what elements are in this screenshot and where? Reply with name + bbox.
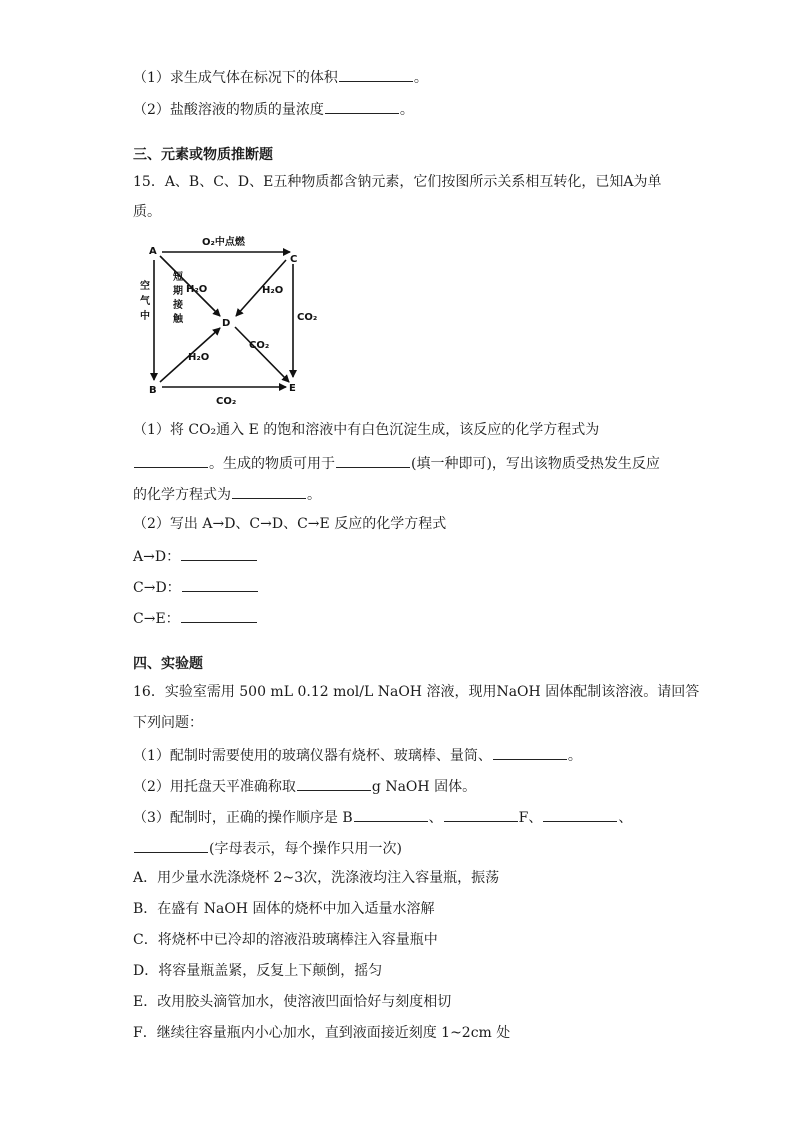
node-a: A (149, 246, 157, 257)
answer-blank[interactable] (325, 98, 399, 114)
answer-blank[interactable] (493, 744, 567, 760)
q15-stem-line2: 质。 (133, 204, 161, 220)
q14-part1-text: （1）求生成气体在标况下的体积 (133, 70, 338, 86)
label-a-d-2: 期 (173, 286, 183, 297)
label-a-b-1: 空 (140, 281, 150, 292)
conversion-diagram (140, 232, 320, 407)
q16-option-d: D．将容量瓶盖紧，反复上下颠倒，摇匀 (133, 963, 383, 979)
label-a-c: O₂中点燃 (202, 237, 245, 248)
q16-stem-line1: 16．实验室需用 500 mL 0.12 mol/L NaOH 溶液，现用NaOH 固体配制该溶液。请回答 (133, 684, 700, 700)
q15-part1-text-b: (填一种即可)，写出该物质受热发生反应 (411, 456, 660, 472)
q16-stem-line2: 下列问题： (133, 715, 203, 731)
answer-blank[interactable] (297, 775, 371, 791)
q15-part2-cd (133, 576, 259, 598)
arrow-d-to-e (235, 327, 289, 382)
label-a-d-1: 短 (173, 272, 183, 283)
q16-part1-text: （1）配制时需要使用的玻璃仪器有烧杯、玻璃棒、量筒、 (133, 748, 492, 764)
answer-blank[interactable] (181, 607, 257, 623)
node-b: B (149, 385, 157, 396)
q16-part3-line2 (133, 837, 402, 859)
label-a-b-2: 气 (140, 296, 150, 307)
separator: 、 (618, 810, 633, 826)
q16-option-e: E．改用胶头滴管加水，使溶液凹面恰好与刻度相切 (133, 994, 452, 1010)
q14-part2-text: （2）盐酸溶液的物质的量浓度 (133, 102, 324, 118)
answer-blank[interactable] (543, 806, 617, 822)
label-b-e: CO₂ (216, 396, 237, 407)
q15-part2-ce (133, 607, 258, 629)
q16-part2 (133, 775, 476, 797)
node-e: E (289, 383, 296, 394)
label-a-b-3: 中 (140, 311, 150, 322)
answer-blank[interactable] (339, 66, 413, 82)
section-4-title: 四、实验题 (133, 656, 203, 672)
q15-part1-text-c: 的化学方程式为 (133, 487, 231, 503)
label-a-d-4: 触 (173, 314, 183, 325)
label-c-e: CO₂ (297, 312, 318, 323)
separator: 、 (428, 810, 443, 826)
answer-blank[interactable] (444, 806, 518, 822)
q15-stem-line1: 15．A、B、C、D、E五种物质都含钠元素，它们按图所示关系相互转化，已知A为单 (133, 174, 662, 190)
label-c-d: H₂O (262, 285, 284, 296)
q14-part1 (133, 66, 428, 88)
q16-option-a: A．用少量水洗涤烧杯 2~3次，洗涤液均注入容量瓶，振荡 (133, 870, 500, 886)
q15-part1-line1: （1）将 CO₂通入 E 的饱和溶液中有白色沉淀生成，该反应的化学方程式为 (133, 422, 600, 438)
q16-option-b: B．在盛有 NaOH 固体的烧杯中加入适量水溶解 (133, 901, 435, 917)
q15-part1-text-d: 。 (307, 487, 321, 503)
q15-part1-line3 (133, 483, 321, 505)
q15-ad-label: A→D： (133, 549, 181, 565)
q15-part2-title: （2）写出 A→D、C→D、C→E 反应的化学方程式 (133, 516, 447, 532)
q15-part1-text-a: 。生成的物质可用于 (209, 456, 335, 472)
q15-part1-line2 (133, 452, 660, 474)
q16-part3-text: （3）配制时，正确的操作顺序是 B (133, 810, 353, 826)
answer-blank[interactable] (354, 806, 428, 822)
q14-part2 (133, 98, 414, 120)
q16-option-c: C．将烧杯中已冷却的溶液沿玻璃棒注入容量瓶中 (133, 932, 438, 948)
q16-option-f: F．继续往容量瓶内小心加水，直到液面接近刻度 1~2cm 处 (133, 1025, 511, 1041)
q16-part2-text: （2）用托盘天平准确称取 (133, 779, 296, 795)
answer-blank[interactable] (336, 452, 410, 468)
q16-part3-line1 (133, 806, 632, 828)
label-a-d-h2o: H₂O (186, 284, 208, 295)
node-c: C (290, 254, 298, 265)
q15-cd-label: C→D： (133, 580, 181, 596)
separator: F、 (518, 810, 543, 826)
label-d-e: CO₂ (249, 340, 270, 351)
q14-part1-end: 。 (413, 70, 428, 86)
q16-part1-end: 。 (567, 748, 582, 764)
answer-blank[interactable] (134, 452, 208, 468)
q14-part2-end: 。 (399, 102, 414, 118)
answer-blank[interactable] (181, 545, 257, 561)
answer-blank[interactable] (134, 837, 208, 853)
q16-part3-note: (字母表示，每个操作只用一次) (209, 841, 402, 857)
answer-blank[interactable] (232, 483, 306, 499)
q15-ce-label: C→E： (133, 611, 180, 627)
section-3-title: 三、元素或物质推断题 (133, 147, 273, 163)
q16-part1 (133, 744, 582, 766)
q15-part2-ad (133, 545, 258, 567)
answer-blank[interactable] (182, 576, 258, 592)
label-a-d-3: 接 (173, 300, 183, 311)
label-b-d: H₂O (188, 352, 210, 363)
q16-part2-end: g NaOH 固体。 (371, 779, 477, 795)
node-d: D (222, 318, 231, 329)
